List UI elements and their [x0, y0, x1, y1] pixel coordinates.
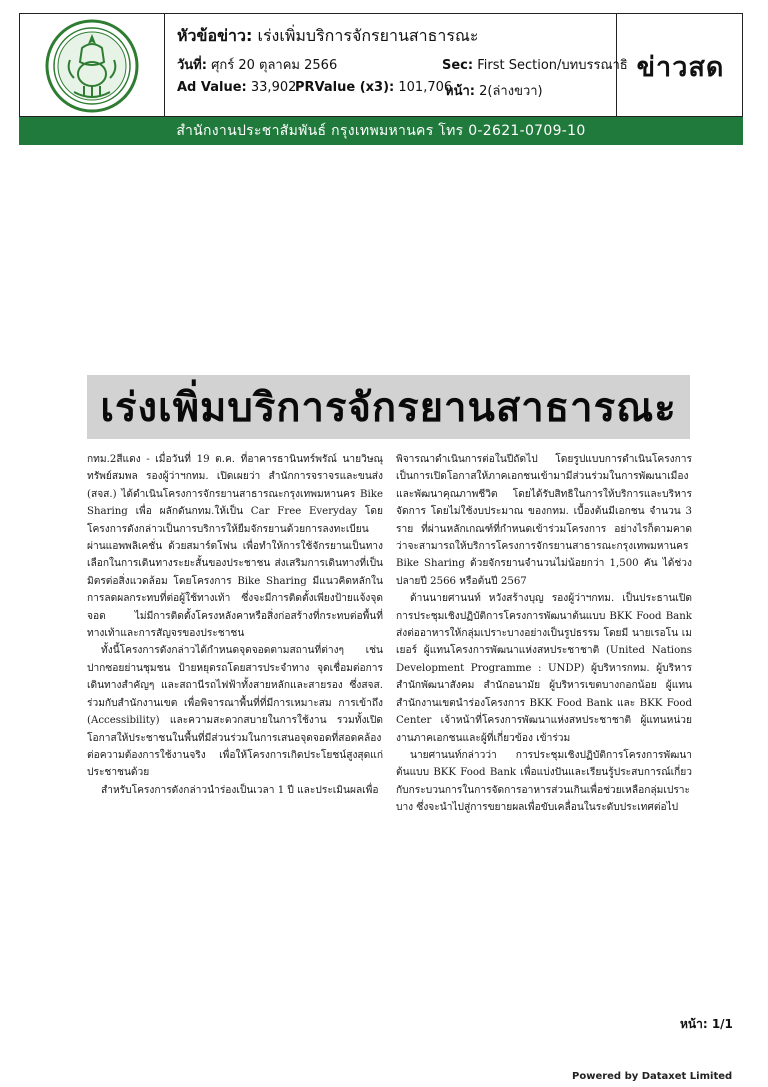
- article-headline: เร่งเพิ่มบริการจักรยานสาธารณะ: [100, 384, 677, 431]
- article-paragraph: สำหรับโครงการดังกล่าวนำร่องเป็นเวลา 1 ปี และประเมินผลเพื่อ: [101, 784, 379, 796]
- news-type-tag: ข่าวสด: [636, 51, 725, 83]
- date-row: [177, 54, 628, 80]
- bangkok-seal-icon: [44, 18, 140, 114]
- page-value: 2(ล่างขวา): [479, 84, 543, 99]
- article-column-right: [396, 451, 692, 817]
- section-field: [442, 54, 628, 75]
- date-label: วันที่:: [177, 58, 207, 73]
- page-field: [445, 80, 543, 101]
- ad-value: 33,902: [250, 80, 297, 95]
- headline-row: [177, 24, 606, 54]
- article-headline-box: [87, 375, 690, 439]
- page-label: หน้า:: [445, 84, 475, 99]
- pr-value-field: [295, 80, 452, 95]
- ad-value-label: Ad Value:: [177, 80, 247, 95]
- powered-by-credit: Powered by Dataxet Limited: [572, 1071, 733, 1082]
- news-type-cell: [617, 14, 744, 118]
- section-label: Sec:: [442, 58, 474, 73]
- headline-label: หัวข้อข่าว:: [177, 26, 253, 45]
- logo-cell: [20, 14, 165, 118]
- pr-office-banner: สำนักงานประชาสัมพันธ์ กรุงเทพมหานคร โทร 0-2621-0709-10: [19, 117, 743, 145]
- article-paragraph: ด้านนายศานนท์ หวังสร้างบุญ รองผู้ว่าฯกทม. เป็นประธานเปิดการประชุมเชิงปฏิบัติการโครงการพัฒนาต้นแบบ BKK Food Bank ส่งต่ออาหารให้กลุ่มเปราะบางอย่างเป็นรูปธรรม โดยมี นายเรอโน เมเยอร์ ผู้แทนโครงการพัฒนาแห่งสหประชาชาติ (United Nations Development Programme : UNDP) ผู้บริหารกทม. ผู้บริหารสำนักพัฒนาสังคม สำนักอนามัย ผู้บริหารเขตบางกอกน้อย ผู้แทนสำนักงานเขตนำร่องโครงการ BKK Food Bank และ BKK Food Center เจ้าหน้าที่โครงการพัฒนาแห่งสหประชาชาติ ผู้แทนหน่วยงานภาคเอกชนและผู้ที่เกี่ยวข้อง เข้าร่วม: [396, 593, 692, 744]
- news-clipping: [83, 375, 690, 835]
- news-header: [19, 13, 743, 117]
- headline-value: เร่งเพิ่มบริการจักรยานสาธารณะ: [257, 26, 479, 45]
- article-paragraph: กทม.2สีแดง - เมื่อวันที่ 19 ต.ค. ที่อาคารธานินทร์พรัณ์ นายวิษณุ ทรัพย์สมพล รองผู้ว่าฯกทม. เปิดเผยว่า สำนักการจราจรและขนส่ง (สจส.) ได้ดำเนินโครงการจักรยานสาธารณะกรุงเทพมหานคร Bike Sharing เพื่อ ผลักดันกทม.ให้เป็น Car Free Everyday โดยโครงการดังกล่าวเป็นการบริการให้ยืมจักรยานด้วยการลงทะเบียนผ่านแอพพลิเคชั่น ด้วยสมาร์ตโฟน เพื่อทำให้การใช้จักรยานเป็นทางเลือกในการเดินทางระยะสั้นของประชาชน ส่งเสริมการเดินทางที่เป็นมิตรต่อสิ่งแวดล้อม โดยโครงการ Bike Sharing มีแนวคิดหลักในการลดผลกระทบที่ต่อผู้ใช้ทางเท้า ซึ่งจะมีการติดตั้งเพียงป้ายแจ้งจุดจอด ไม่มีการติดตั้งโครงหลังคาหรือสิ่งก่อสร้างที่กระทบต่อพื้นที่ทางเท้าและการสัญจรของประชาชน: [87, 454, 383, 640]
- value-row: [177, 80, 606, 106]
- meta-cell: [165, 14, 628, 118]
- article-paragraph: ทั้งนี้โครงการดังกล่าวได้กำหนดจุดจอดตามสถานที่ต่างๆ เช่น ปากซอยย่านชุมชน ป้ายหยุดรถโดยสารประจำทาง จุดเชื่อมต่อการเดินทางสำคัญๆ และสถานีรถไฟฟ้าทั้งสายหลักและสายรอง ซึ่งสจส. ร่วมกับสำนักงานเขต เพื่อพิจารณาพื้นที่ที่มีการเหมาะสม การเข้าถึง (Accessibility) และความสะดวกสบายในการใช้งาน รวมทั้งเปิดโอกาสให้ประชาชนในพื้นที่มีส่วนร่วมในการเสนอจุดจอดที่สอดคล้องต่อความต้องการใช้งานจริง เพื่อให้โครงการเกิดประโยชน์สูงสุดแก่ประชาชนด้วย: [87, 645, 383, 779]
- page-number: หน้า: 1/1: [680, 1017, 733, 1031]
- section-value: First Section/บทบรรณาธิ: [477, 58, 628, 73]
- pr-value-label: PRValue (x3):: [295, 80, 395, 95]
- date-value: ศุกร์ 20 ตุลาคม 2566: [211, 58, 338, 73]
- article-paragraph: นายศานนท์กล่าวว่า การประชุมเชิงปฏิบัติการโครงการพัฒนาต้นแบบ BKK Food Bank เพื่อแบ่งปันและเรียนรู้ประสบการณ์เกี่ยวกับกระบวนการในการจัดการอาหารส่วนเกินเพื่อช่วยเหลือกลุ่มเปราะบาง ซึ่งจะนำไปสู่การขยายผลเพื่อขับเคลื่อนในระดับประเทศต่อไป: [396, 749, 692, 814]
- pr-value: 101,706: [398, 80, 453, 95]
- article-paragraph: พิจารณาดำเนินการต่อในปีถัดไป โดยรูปแบบการดำเนินโครงการเป็นการเปิดโอกาสให้ภาคเอกชนเข้ามามีส่วนร่วมในการพัฒนาเมืองและพัฒนาคุณภาพชีวิต โดยได้รับสิทธิในการให้บริการและบริหารจัดการ โดยไม่ใช้งบประมาณ ของกทม. เบื้องต้นมีเอกชน จำนวน 3 ราย ที่ผ่านหลักเกณฑ์ที่กำหนดเข้าร่วมโครงการ อย่างไรก็ตามคาดว่าจะสามารถให้บริการโครงการจักรยานสาธารณะกรุงเทพมหานคร Bike Sharing ด้วยจักรยานจำนวนไม่น้อยกว่า 1,500 คัน ได้ช่วงปลายปี 2566 หรือต้นปี 2567: [396, 454, 692, 587]
- article-column-left: [87, 451, 383, 799]
